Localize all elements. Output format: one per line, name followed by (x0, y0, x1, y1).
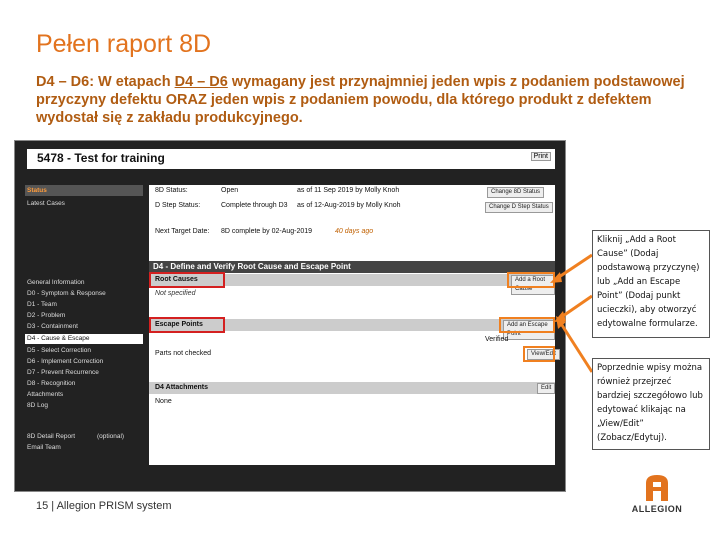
sidebar-item-d2[interactable]: D2 - Problem (27, 312, 66, 319)
root-causes-heading: Root Causes (155, 276, 198, 283)
section-title: D4 - Define and Verify Root Cause and Escape Point (149, 261, 555, 273)
intro-text (36, 73, 686, 127)
sidebar-item-attachments[interactable]: Attachments (27, 391, 64, 398)
change-d-step-status-button[interactable]: Change D Step Status (485, 202, 553, 213)
status-extra: as of 11 Sep 2019 by Molly Knoh (297, 187, 400, 194)
add-root-cause-button[interactable]: Add a Root Cause (511, 275, 555, 295)
attachments-edit-button[interactable]: Edit (537, 383, 555, 394)
print-button[interactable]: Print (531, 152, 551, 161)
sidebar-item-detail-report[interactable]: 8D Detail Report (27, 433, 76, 440)
next-target-label: Next Target Date: (155, 228, 210, 235)
next-target-value: 8D complete by 02-Aug-2019 (221, 228, 313, 235)
d-step-status-value: Complete through D3 (221, 202, 288, 209)
sidebar-item-d7[interactable]: D7 - Prevent Recurrence (27, 369, 99, 376)
sidebar-optional-label: (optional) (97, 433, 125, 440)
intro-suffix: wymagany jest przynajmniej jeden wpis z podaniem podstawowej przyczyny defektu ORAZ jeden wpis z podaniem powodu, dla którego produkt z defektem wydostał się z zakładu produkcyjnego. (36, 74, 685, 126)
change-8d-status-button[interactable]: Change 8D Status (487, 187, 544, 198)
sidebar-item-d5[interactable]: D5 - Select Correction (27, 347, 91, 354)
sidebar-item-status[interactable]: Status (25, 185, 143, 196)
attachments-band (149, 382, 555, 394)
case-header (27, 149, 555, 169)
view-edit-highlight (523, 346, 555, 362)
parts-not-checked: Parts not checked (155, 350, 212, 357)
d4-main-panel (149, 185, 555, 465)
d-step-status-label: D Step Status: (155, 202, 201, 209)
view-edit-button[interactable]: View/Edit (527, 349, 560, 360)
callout-add-entries: Kliknij „Add a Root Cause” (Dodaj podstawową przyczynę) lub „Add an Escape Point” (Dodaj punkt ucieczki), aby otworzyć edytowalne formularze. (592, 230, 710, 338)
escape-points-highlight (149, 317, 225, 333)
sidebar-item-8d-log[interactable]: 8D Log (27, 402, 48, 409)
callout-view-edit: Poprzednie wpisy można również przejrzeć bardziej szczegółowo lub edytować klikając na „View/Edit” (Zobacz/Edytuj). (592, 358, 710, 450)
attachments-heading: D4 Attachments (155, 384, 209, 391)
sidebar-item-latest-cases[interactable]: Latest Cases (27, 200, 65, 207)
intro-underlined: D4 – D6 (174, 74, 228, 90)
sidebar (25, 185, 143, 465)
sidebar-item-general[interactable]: General Information (27, 279, 85, 286)
escape-points-heading: Escape Points (155, 321, 203, 328)
status-label: 8D Status: (155, 187, 188, 194)
sidebar-item-d8[interactable]: D8 - Recognition (27, 380, 76, 387)
sidebar-item-d6[interactable]: D6 - Implement Correction (27, 358, 104, 365)
d-step-status-extra: as of 12-Aug-2019 by Molly Knoh (297, 202, 401, 209)
case-title: 5478 - Test for training (37, 151, 165, 165)
footer-text: 15 | Allegion PRISM system (36, 500, 172, 512)
status-value: Open (221, 187, 239, 194)
add-escape-point-button[interactable]: Add an Escape Point (503, 320, 555, 340)
sidebar-item-d3[interactable]: D3 - Containment (27, 323, 78, 330)
attachments-empty: None (155, 398, 172, 405)
add-escape-point-highlight (499, 317, 555, 333)
add-root-cause-highlight (507, 272, 555, 288)
allegion-logo (622, 473, 692, 523)
slide-title: Pełen raport 8D (36, 30, 212, 58)
sidebar-item-d1[interactable]: D1 - Team (27, 301, 57, 308)
allegion-logo-icon (622, 473, 692, 503)
sidebar-item-d0[interactable]: D0 - Symptom & Response (27, 290, 106, 297)
root-causes-highlight (149, 272, 225, 288)
intro-prefix: D4 – D6: W etapach (36, 74, 175, 90)
prism-screenshot (14, 140, 566, 492)
logo-text: ALLEGION (631, 504, 683, 514)
overdue-badge: 40 days ago (335, 228, 374, 235)
verified-label: Verified (485, 336, 509, 343)
sidebar-item-d4[interactable]: D4 - Cause & Escape (25, 334, 143, 344)
root-causes-empty: Not specified (155, 290, 196, 297)
sidebar-item-email-team[interactable]: Email Team (27, 444, 61, 451)
